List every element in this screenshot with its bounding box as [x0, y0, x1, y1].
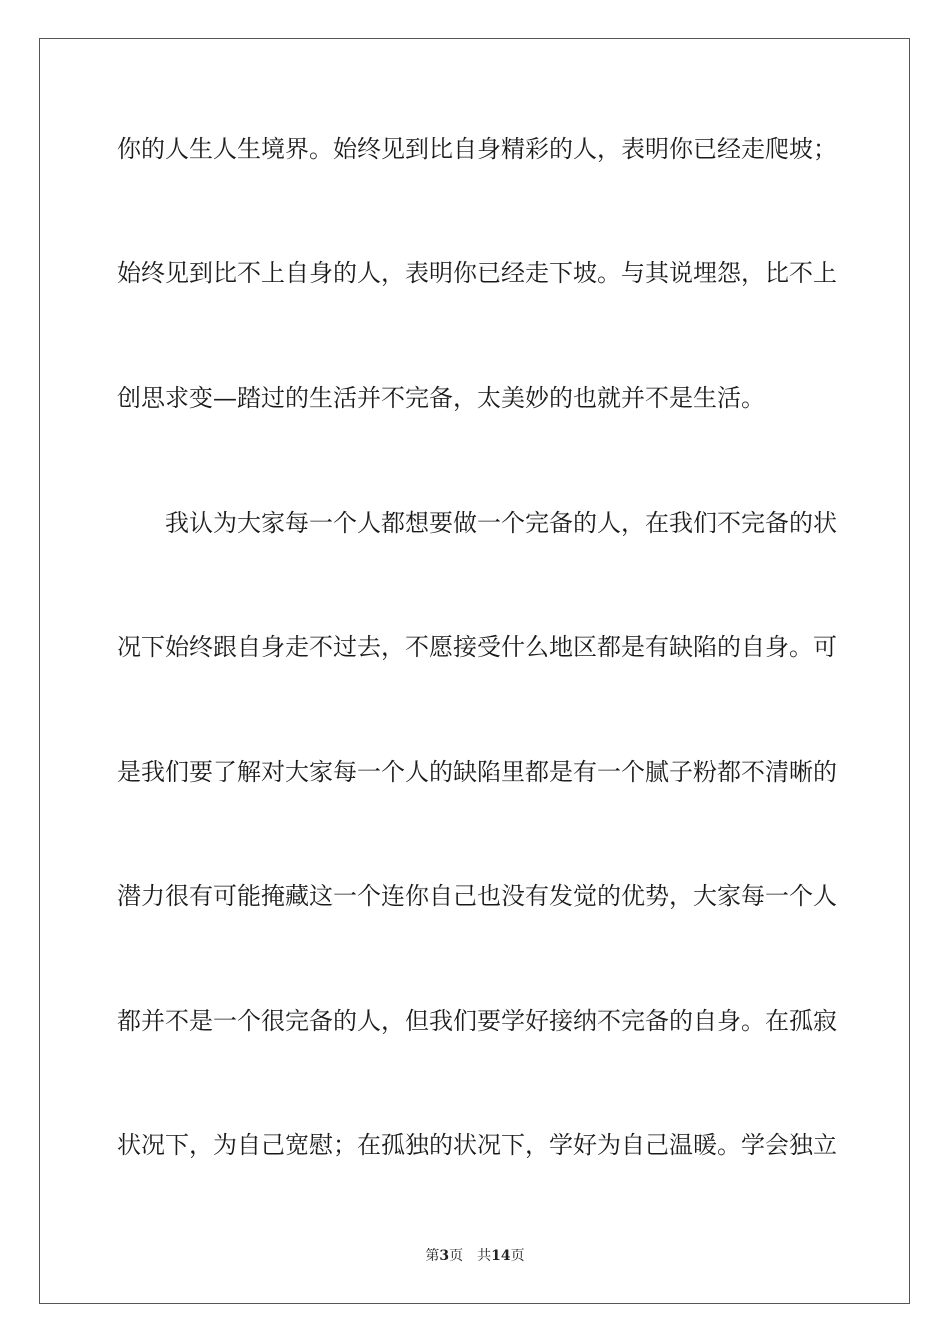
footer-page-prefix: 第	[425, 1248, 440, 1264]
footer-total-prefix: 共	[477, 1248, 492, 1264]
page-footer	[0, 1247, 950, 1265]
footer-total-pages: 14	[491, 1248, 511, 1264]
text-line-4: 我认为大家每一个人都想要做一个完备的人，在我们不完备的状	[165, 509, 837, 537]
page-border	[39, 38, 910, 1304]
text-line-7: 潜力很有可能掩藏这一个连你自己也没有发觉的优势，大家每一个人	[117, 882, 837, 910]
text-line-6: 是我们要了解对大家每一个人的缺陷里都是有一个腻子粉都不清晰的	[117, 758, 837, 786]
footer-page-number: 3	[439, 1248, 450, 1264]
text-line-1: 你的人生人生境界。始终见到比自身精彩的人，表明你已经走爬坡；	[117, 135, 837, 163]
footer-page-suffix: 页	[449, 1248, 464, 1264]
text-line-2: 始终见到比不上自身的人，表明你已经走下坡。与其说埋怨，比不上	[117, 259, 837, 287]
text-line-9: 状况下，为自己宽慰；在孤独的状况下，学好为自己温暖。学会独立	[117, 1131, 837, 1159]
text-line-3: 创思求变—踏过的生活并不完备，太美妙的也就并不是生活。	[117, 384, 765, 412]
text-line-5: 况下始终跟自身走不过去，不愿接受什么地区都是有缺陷的自身。可	[117, 633, 837, 661]
footer-total-suffix: 页	[510, 1248, 525, 1264]
text-line-8: 都并不是一个很完备的人，但我们要学好接纳不完备的自身。在孤寂	[117, 1007, 837, 1035]
